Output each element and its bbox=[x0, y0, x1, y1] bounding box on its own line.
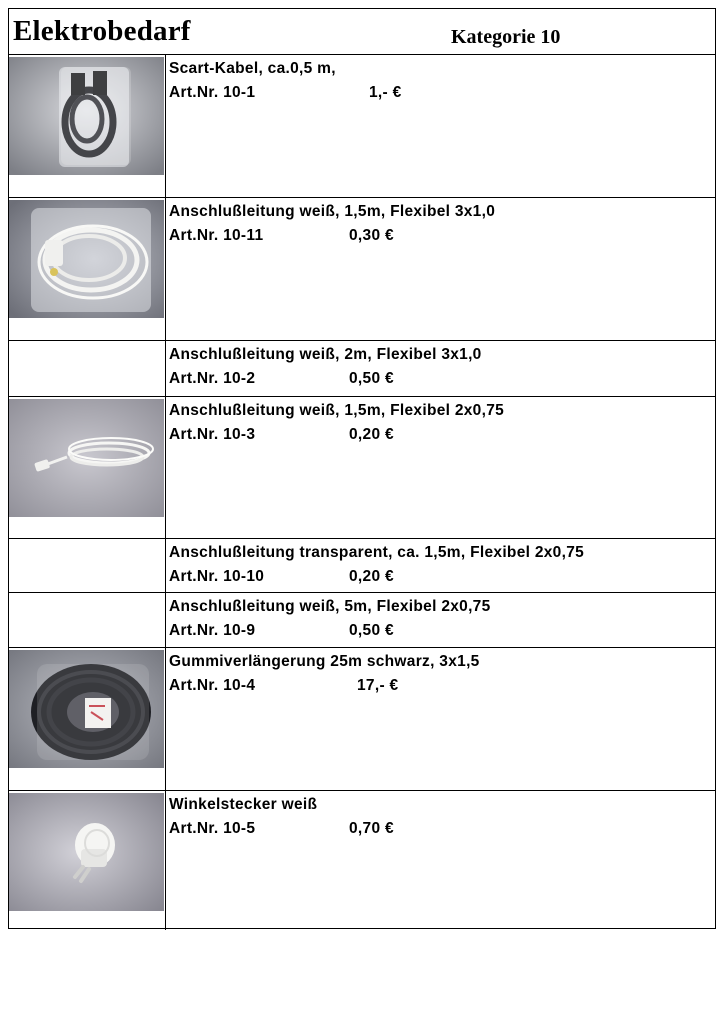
product-row bbox=[9, 593, 715, 648]
product-art-number: Art.Nr. 10-3 bbox=[169, 426, 256, 443]
sheet-header bbox=[9, 9, 715, 55]
product-text bbox=[169, 793, 711, 841]
product-price: 0,30 € bbox=[349, 227, 394, 244]
product-price: 0,20 € bbox=[349, 568, 394, 585]
product-text bbox=[169, 650, 711, 698]
product-art-number: Art.Nr. 10-2 bbox=[169, 370, 256, 387]
white-power-cable-photo bbox=[9, 200, 164, 318]
product-row bbox=[9, 539, 715, 593]
product-text bbox=[169, 541, 711, 589]
page-title: Elektrobedarf bbox=[13, 15, 191, 47]
product-name: Anschlußleitung weiß, 2m, Flexibel 3x1,0 bbox=[169, 346, 482, 363]
product-row bbox=[9, 198, 715, 341]
product-name: Anschlußleitung weiß, 5m, Flexibel 2x0,75 bbox=[169, 598, 491, 615]
product-name: Winkelstecker weiß bbox=[169, 796, 318, 813]
product-art-number: Art.Nr. 10-9 bbox=[169, 622, 256, 639]
product-image-cell bbox=[9, 55, 166, 197]
product-row bbox=[9, 341, 715, 397]
product-price: 0,70 € bbox=[349, 820, 394, 837]
product-name: Anschlußleitung transparent, ca. 1,5m, Flexibel 2x0,75 bbox=[169, 544, 585, 561]
product-price: 0,50 € bbox=[349, 370, 394, 387]
product-image-cell bbox=[9, 539, 166, 592]
product-row bbox=[9, 397, 715, 539]
product-image-cell bbox=[9, 341, 166, 396]
white-coiled-cable-photo bbox=[9, 399, 164, 517]
product-row bbox=[9, 55, 715, 198]
product-text bbox=[169, 57, 711, 105]
angled-plug-photo bbox=[9, 793, 164, 911]
product-art-number: Art.Nr. 10-10 bbox=[169, 568, 265, 585]
product-price: 17,- € bbox=[357, 677, 399, 694]
product-text bbox=[169, 343, 711, 391]
product-image-cell bbox=[9, 198, 166, 340]
product-image-cell bbox=[9, 593, 166, 647]
product-price: 0,20 € bbox=[349, 426, 394, 443]
product-image-cell bbox=[9, 648, 166, 790]
product-name: Anschlußleitung weiß, 1,5m, Flexibel 3x1,0 bbox=[169, 203, 496, 220]
product-name: Gummiverlängerung 25m schwarz, 3x1,5 bbox=[169, 653, 480, 670]
product-art-number: Art.Nr. 10-5 bbox=[169, 820, 256, 837]
product-price: 0,50 € bbox=[349, 622, 394, 639]
product-art-number: Art.Nr. 10-4 bbox=[169, 677, 256, 694]
rubber-extension-photo bbox=[9, 650, 164, 768]
product-image-cell bbox=[9, 397, 166, 538]
category-label: Kategorie 10 bbox=[451, 26, 561, 48]
product-row bbox=[9, 648, 715, 791]
product-art-number: Art.Nr. 10-1 bbox=[169, 84, 256, 101]
product-row bbox=[9, 791, 715, 930]
product-art-number: Art.Nr. 10-11 bbox=[169, 227, 264, 244]
product-text bbox=[169, 399, 711, 447]
product-name: Scart-Kabel, ca.0,5 m, bbox=[169, 60, 336, 77]
product-text bbox=[169, 595, 711, 643]
scart-cable-photo bbox=[9, 57, 164, 175]
product-text bbox=[169, 200, 711, 248]
catalog-sheet bbox=[8, 8, 716, 929]
product-image-cell bbox=[9, 791, 166, 930]
product-name: Anschlußleitung weiß, 1,5m, Flexibel 2x0,75 bbox=[169, 402, 505, 419]
product-price: 1,- € bbox=[369, 84, 402, 101]
